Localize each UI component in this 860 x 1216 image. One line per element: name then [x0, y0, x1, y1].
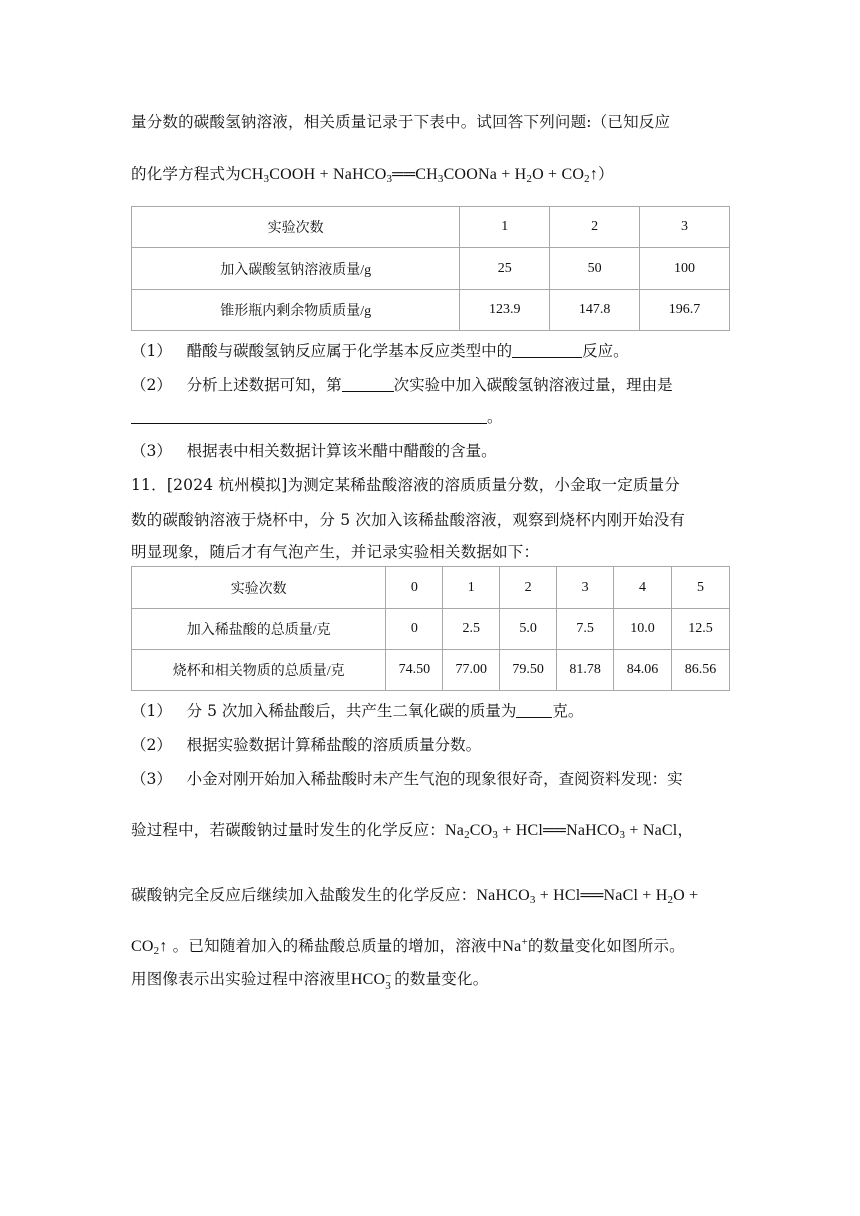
- intro-line-2-suffix: ）: [598, 165, 614, 183]
- table-cell: 5.0: [500, 609, 557, 650]
- table-cell: 2: [500, 567, 557, 609]
- row-header: 实验次数: [132, 207, 460, 248]
- q11-part-3-line-5: 用图像表示出实验过程中溶液里HCO − 3 的数量变化。: [131, 970, 489, 992]
- question-number: 11．: [131, 476, 167, 494]
- intro-line-2-prefix: 的化学方程式为: [131, 165, 241, 183]
- table-cell: 123.9: [460, 290, 550, 331]
- q11-part-1: （1） 分 5 次加入稀盐酸后，共产生二氧化碳的质量为 克。: [131, 702, 584, 720]
- table-cell: 100: [640, 248, 730, 290]
- answer-blank[interactable]: [131, 409, 487, 424]
- q11-part-3-line-4: $CO_2↑$ 。已知随着加入的稀盐酸总质量的增加，溶液中Na+的数量变化如图所示。: [131, 936, 685, 957]
- q10-part-3: （3） 根据表中相关数据计算该米醋中醋酸的含量。: [131, 442, 497, 460]
- table-cell: 50: [550, 248, 640, 290]
- row-header: 烧杯和相关物质的总质量/克: [132, 650, 386, 691]
- table-cell: 196.7: [640, 290, 730, 331]
- table-cell: 0: [386, 609, 443, 650]
- bicarbonate-equation: NaHCO$_3$ + HCl══NaCl + $H_2O$ +: [476, 887, 699, 906]
- table-row: [132, 567, 730, 609]
- sodium-ion: Na+: [502, 936, 528, 955]
- table-cell: 12.5: [671, 609, 729, 650]
- bicarbonate-ion: HCO − 3: [350, 970, 392, 992]
- table-row: [132, 207, 730, 248]
- row-header: 实验次数: [132, 567, 386, 609]
- answer-blank[interactable]: [512, 343, 582, 358]
- table-cell: 2: [550, 207, 640, 248]
- table-hydrochloric-acid: [131, 566, 730, 691]
- answer-blank[interactable]: [516, 703, 552, 718]
- question-source: [2024 杭州模拟]: [166, 476, 288, 494]
- acetic-acid-equation: $CH_3COOH$ + $NaHCO_3══CH_3COONa + H_2O$ + $CO_2↑$: [240, 166, 599, 185]
- table-row: [132, 650, 730, 691]
- table-sodium-bicarbonate: [131, 206, 730, 331]
- sodium-carbonate-equation: $Na_2CO_3$ + HCl══NaHCO$_3$ + NaCl，: [445, 822, 694, 841]
- table-row: [132, 248, 730, 290]
- table-cell: 5: [671, 567, 729, 609]
- table-cell: 10.0: [614, 609, 672, 650]
- q11-line-1: 11．[2024 杭州模拟]为测定某稀盐酸溶液的溶质质量分数，小金取一定质量分: [131, 476, 681, 494]
- table-cell: 1: [460, 207, 550, 248]
- q10-part-1: （1） 醋酸与碳酸氢钠反应属于化学基本反应类型中的 反应。: [131, 342, 629, 360]
- table-cell: 147.8: [550, 290, 640, 331]
- table-cell: 81.78: [557, 650, 614, 691]
- q11-part-3-line-2: 验过程中，若碳酸钠过量时发生的化学反应：$Na_2CO_3$ + HCl══NaHCO$_3$ + NaCl，: [131, 821, 694, 841]
- intro-line-2: [131, 162, 614, 184]
- q10-part-2-reason: 。: [131, 405, 503, 427]
- q11-line-3: 明显现象，随后才有气泡产生，并记录实验相关数据如下：: [131, 543, 540, 561]
- table-cell: 3: [640, 207, 730, 248]
- table-row: [132, 609, 730, 650]
- table-cell: 2.5: [443, 609, 500, 650]
- table-cell: 4: [614, 567, 672, 609]
- row-header: 加入碳酸氢钠溶液质量/g: [132, 248, 460, 290]
- q10-part-2: （2） 分析上述数据可知，第 次实验中加入碳酸氢钠溶液过量，理由是: [131, 376, 673, 394]
- table-cell: 79.50: [500, 650, 557, 691]
- q11-part-3-line-3: 碳酸钠完全反应后继续加入盐酸发生的化学反应：NaHCO$_3$ + HCl══NaCl + $H_2O$ +: [131, 886, 699, 906]
- table-cell: 77.00: [443, 650, 500, 691]
- table-cell: 7.5: [557, 609, 614, 650]
- table-cell: 1: [443, 567, 500, 609]
- table-cell: 3: [557, 567, 614, 609]
- row-header: 锥形瓶内剩余物质质量/g: [132, 290, 460, 331]
- table-cell: 0: [386, 567, 443, 609]
- q11-line-2: 数的碳酸钠溶液于烧杯中，分 5 次加入该稀盐酸溶液，观察到烧杯内刚开始没有: [131, 511, 686, 529]
- q11-part-3: （3） 小金对刚开始加入稀盐酸时未产生气泡的现象很好奇，查阅资料发现：实: [131, 770, 683, 788]
- table-cell: 86.56: [671, 650, 729, 691]
- q11-part-2: （2） 根据实验数据计算稀盐酸的溶质质量分数。: [131, 736, 482, 754]
- table-cell: 25: [460, 248, 550, 290]
- intro-line-1: 量分数的碳酸氢钠溶液，相关质量记录于下表中。试回答下列问题:（已知反应: [131, 113, 671, 131]
- table-cell: 84.06: [614, 650, 672, 691]
- table-cell: 74.50: [386, 650, 443, 691]
- row-header: 加入稀盐酸的总质量/克: [132, 609, 386, 650]
- answer-blank[interactable]: [342, 377, 394, 392]
- co2-product: $CO_2↑$: [131, 938, 168, 957]
- table-row: [132, 290, 730, 331]
